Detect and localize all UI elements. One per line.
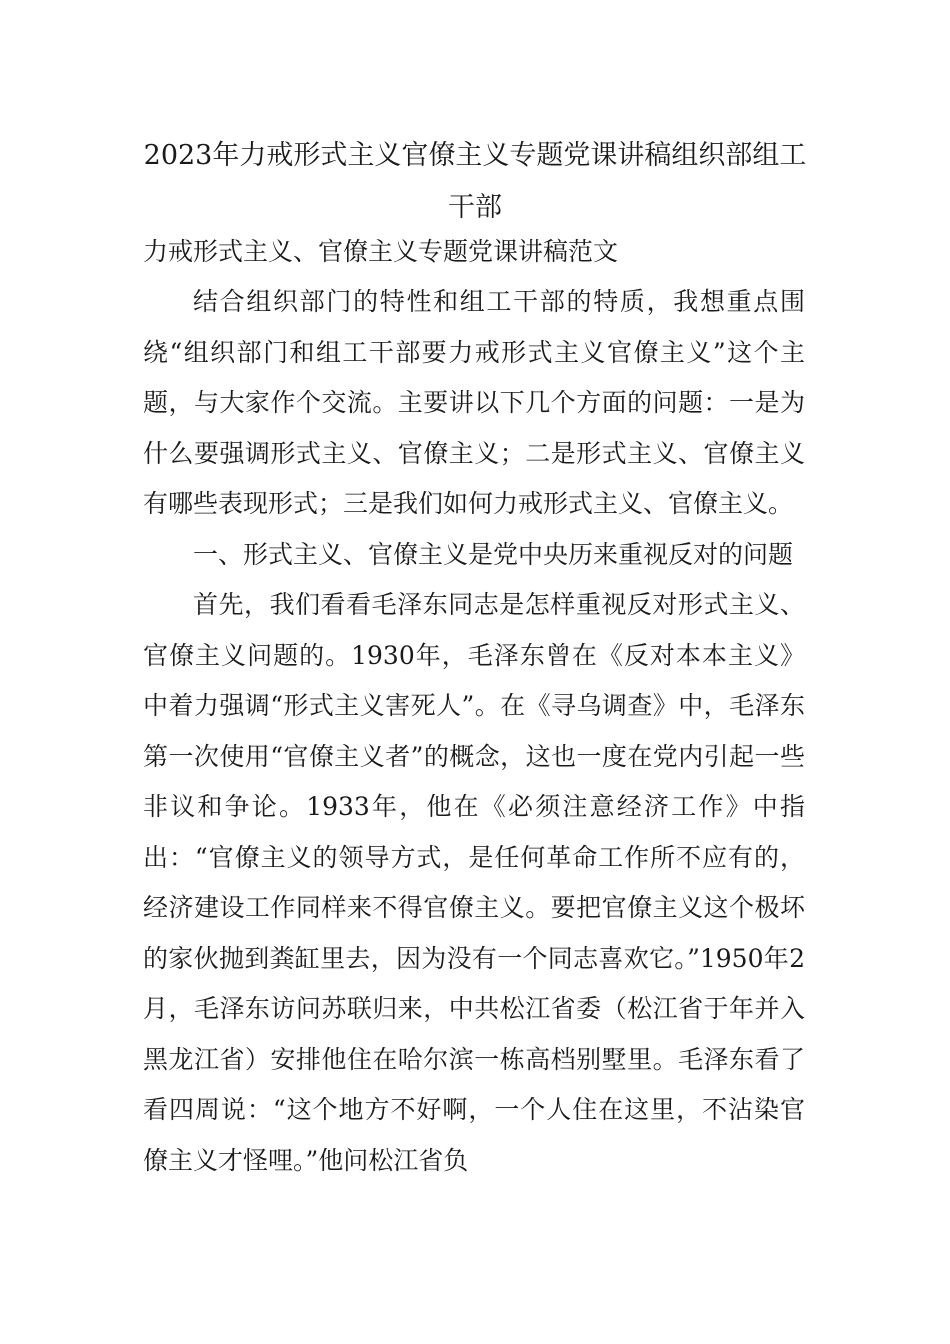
document-title: 2023年力戒形式主义官僚主义专题党课讲稿组织部组工干部 (143, 140, 807, 223)
document-subtitle: 力戒形式主义、官僚主义专题党课讲稿范文 (143, 237, 619, 266)
document-body (143, 277, 805, 1186)
section-heading-1: 一、形式主义、官僚主义是党中央历来重视反对的问题 (193, 539, 794, 569)
paragraph-mao: 首先，我们看看毛泽东同志是怎样重视反对形式主义、官僚主义问题的。1930年，毛泽东曾在《反对本本主义》中着力强调“形式主义害死人”。在《寻乌调查》中，毛泽东第一次使用“官僚主义者”的概念，这也一度在党内引起一些非议和争论。1933年，他在《必须注意经济工作》中指出：“官僚主义的领导方式，是任何革命工作所不应有的，经济建设工作同样来不得官僚主义。要把官僚主义这个极坏的家伙抛到粪缸里去，因为没有一个同志喜欢它。”1950年2月，毛泽东访问苏联归来，中共松江省委（松江省于年并入黑龙江省）安排他住在哈尔滨一栋高档别墅里。毛泽东看了看四周说：“这个地方不好啊，一个人住在这里，不沾染官僚主义才怪哩。”他问松江省负 (143, 590, 805, 1175)
paragraph-intro: 结合组织部门的特性和组工干部的特质，我想重点围绕“组织部门和组工干部要力戒形式主义官僚主义”这个主题，与大家作个交流。主要讲以下几个方面的问题：一是为什么要强调形式主义、官僚主义；二是形式主义、官僚主义有哪些表现形式；三是我们如何力戒形式主义、官僚主义。 (143, 287, 805, 518)
